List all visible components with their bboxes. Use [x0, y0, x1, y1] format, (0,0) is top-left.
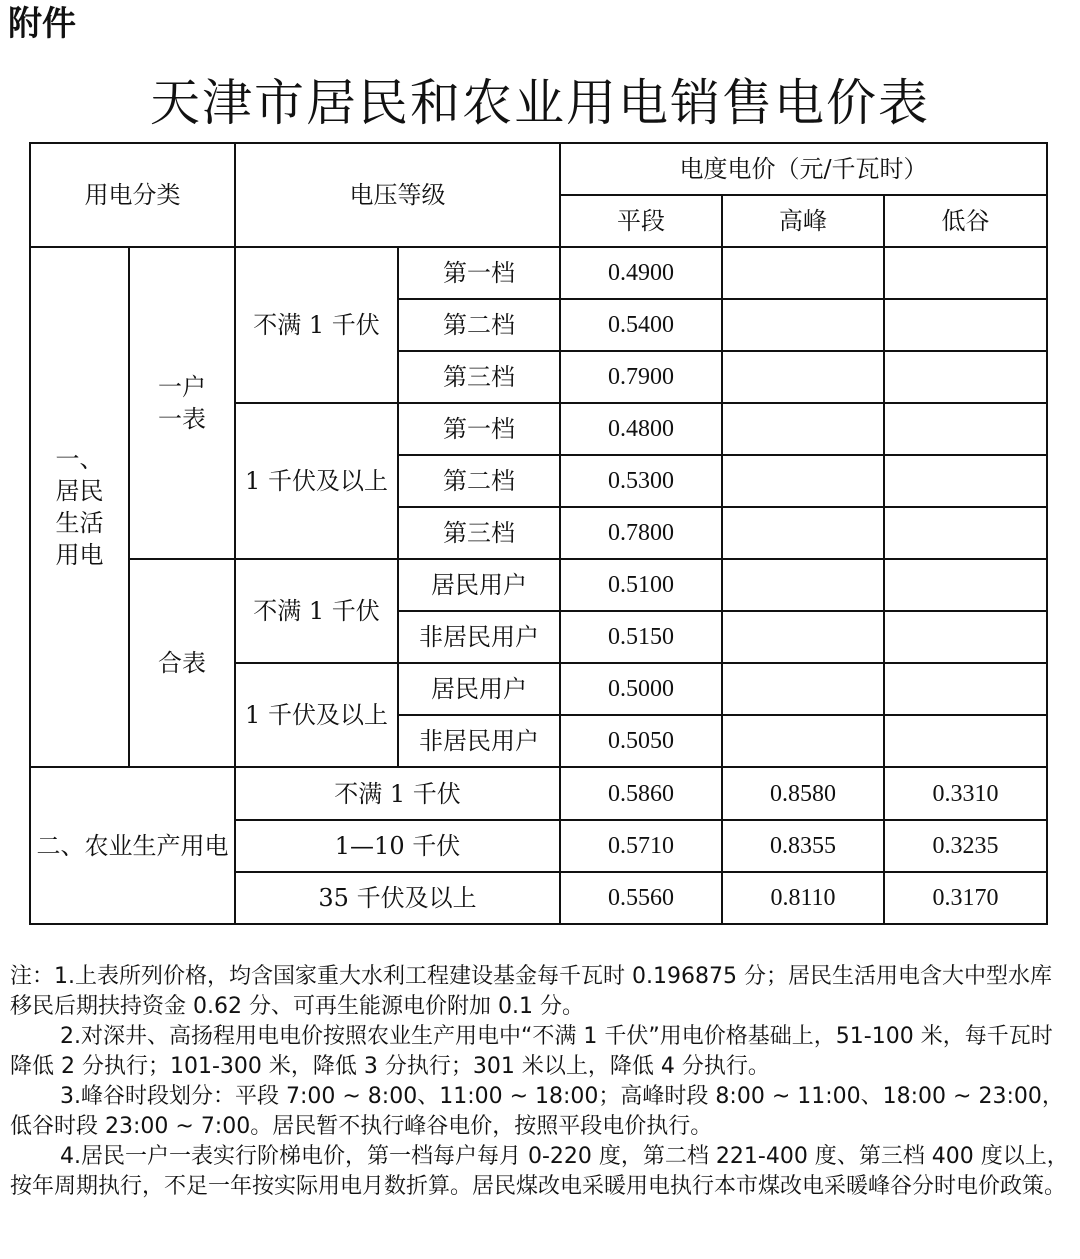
valley-price: 0.3310 [884, 767, 1047, 820]
voltage-level: 不满 1 千伏 [235, 247, 398, 403]
tier-label: 居民用户 [398, 663, 560, 715]
peak-price: 0.8110 [722, 872, 884, 924]
page-title: 天津市居民和农业用电销售电价表 [150, 74, 930, 132]
header-valley: 低谷 [884, 195, 1047, 247]
combined-meter-category: 合表 [129, 559, 235, 767]
valley-price: 0.3170 [884, 872, 1047, 924]
table-row [30, 767, 1047, 820]
note-item: 3.峰谷时段划分：平段 7:00 ~ 8:00、11:00 ~ 18:00；高峰时段 8:00 ~ 11:00、18:00 ~ 23:00，低谷时段 23:00 ~ 7:00。居民暂不执行峰谷电价，按照平段电价执行。 [10, 1084, 1064, 1139]
flat-price: 0.4800 [560, 403, 722, 455]
flat-price: 0.5300 [560, 455, 722, 507]
voltage-level: 1 千伏及以上 [235, 403, 398, 559]
peak-price: 0.8580 [722, 767, 884, 820]
tier-label: 第三档 [398, 507, 560, 559]
attachment-label: 附件 [8, 4, 76, 44]
header-peak: 高峰 [722, 195, 884, 247]
header-price-group: 电度电价（元/千瓦时） [560, 143, 1047, 195]
table-row [30, 559, 1047, 611]
header-row [30, 143, 1047, 195]
flat-price: 0.5560 [560, 872, 722, 924]
flat-price: 0.7900 [560, 351, 722, 403]
valley-price [884, 559, 1047, 611]
table-row [30, 247, 1047, 299]
valley-price [884, 715, 1047, 767]
peak-price [722, 507, 884, 559]
residential-category [30, 247, 129, 767]
flat-price: 0.5400 [560, 299, 722, 351]
single-meter-label-line: 一户 [158, 373, 206, 401]
peak-price [722, 455, 884, 507]
tier-label: 第一档 [398, 403, 560, 455]
peak-price: 0.8355 [722, 820, 884, 872]
valley-price [884, 351, 1047, 403]
header-voltage: 电压等级 [235, 143, 560, 247]
header-flat: 平段 [560, 195, 722, 247]
notes [10, 962, 1072, 1202]
flat-price: 0.5050 [560, 715, 722, 767]
valley-price [884, 247, 1047, 299]
tier-label: 非居民用户 [398, 715, 560, 767]
flat-price: 0.4900 [560, 247, 722, 299]
valley-price [884, 663, 1047, 715]
peak-price [722, 247, 884, 299]
tier-label: 居民用户 [398, 559, 560, 611]
flat-price: 0.5860 [560, 767, 722, 820]
price-table [29, 142, 1048, 925]
voltage-level: 不满 1 千伏 [235, 767, 560, 820]
valley-price [884, 403, 1047, 455]
voltage-level: 1 千伏及以上 [235, 663, 398, 767]
peak-price [722, 663, 884, 715]
peak-price [722, 559, 884, 611]
tier-label: 第一档 [398, 247, 560, 299]
peak-price [722, 715, 884, 767]
flat-price: 0.5100 [560, 559, 722, 611]
peak-price [722, 351, 884, 403]
residential-label-line: 生活 [55, 509, 104, 537]
tier-label: 第三档 [398, 351, 560, 403]
residential-label-line: 用电 [55, 541, 104, 569]
residential-label-line: 一、 [55, 445, 104, 473]
peak-price [722, 299, 884, 351]
single-meter-label-line: 一表 [158, 405, 206, 433]
tier-label: 第二档 [398, 299, 560, 351]
valley-price [884, 455, 1047, 507]
peak-price [722, 403, 884, 455]
flat-price: 0.5710 [560, 820, 722, 872]
single-meter-category [129, 247, 235, 559]
flat-price: 0.5150 [560, 611, 722, 663]
agriculture-category: 二、农业生产用电 [30, 767, 235, 924]
note-item: 注：1.上表所列价格，均含国家重大水利工程建设基金每千瓦时 0.196875 分；居民生活用电含大中型水库移民后期扶持资金 0.62 分、可再生能源电价附加 0.1 分。 [10, 964, 1052, 1019]
peak-price [722, 611, 884, 663]
valley-price [884, 611, 1047, 663]
voltage-level: 1—10 千伏 [235, 820, 560, 872]
valley-price: 0.3235 [884, 820, 1047, 872]
note-item: 4.居民一户一表实行阶梯电价，第一档每户每月 0-220 度，第二档 221-400 度、第三档 400 度以上，按年周期执行，不足一年按实际用电月数折算。居民煤改电采暖用电执行本市煤改电采暖峰谷分时电价政策。 [10, 1144, 1069, 1199]
voltage-level: 35 千伏及以上 [235, 872, 560, 924]
voltage-level: 不满 1 千伏 [235, 559, 398, 663]
tier-label: 第二档 [398, 455, 560, 507]
valley-price [884, 299, 1047, 351]
flat-price: 0.5000 [560, 663, 722, 715]
header-category: 用电分类 [30, 143, 235, 247]
residential-label-line: 居民 [55, 477, 104, 505]
tier-label: 非居民用户 [398, 611, 560, 663]
valley-price [884, 507, 1047, 559]
note-item: 2.对深井、高扬程用电电价按照农业生产用电中“不满 1 千伏”用电价格基础上，51-100 米，每千瓦时降低 2 分执行；101-300 米，降低 3 分执行；301 米以上，降低 4 分执行。 [10, 1024, 1053, 1079]
flat-price: 0.7800 [560, 507, 722, 559]
